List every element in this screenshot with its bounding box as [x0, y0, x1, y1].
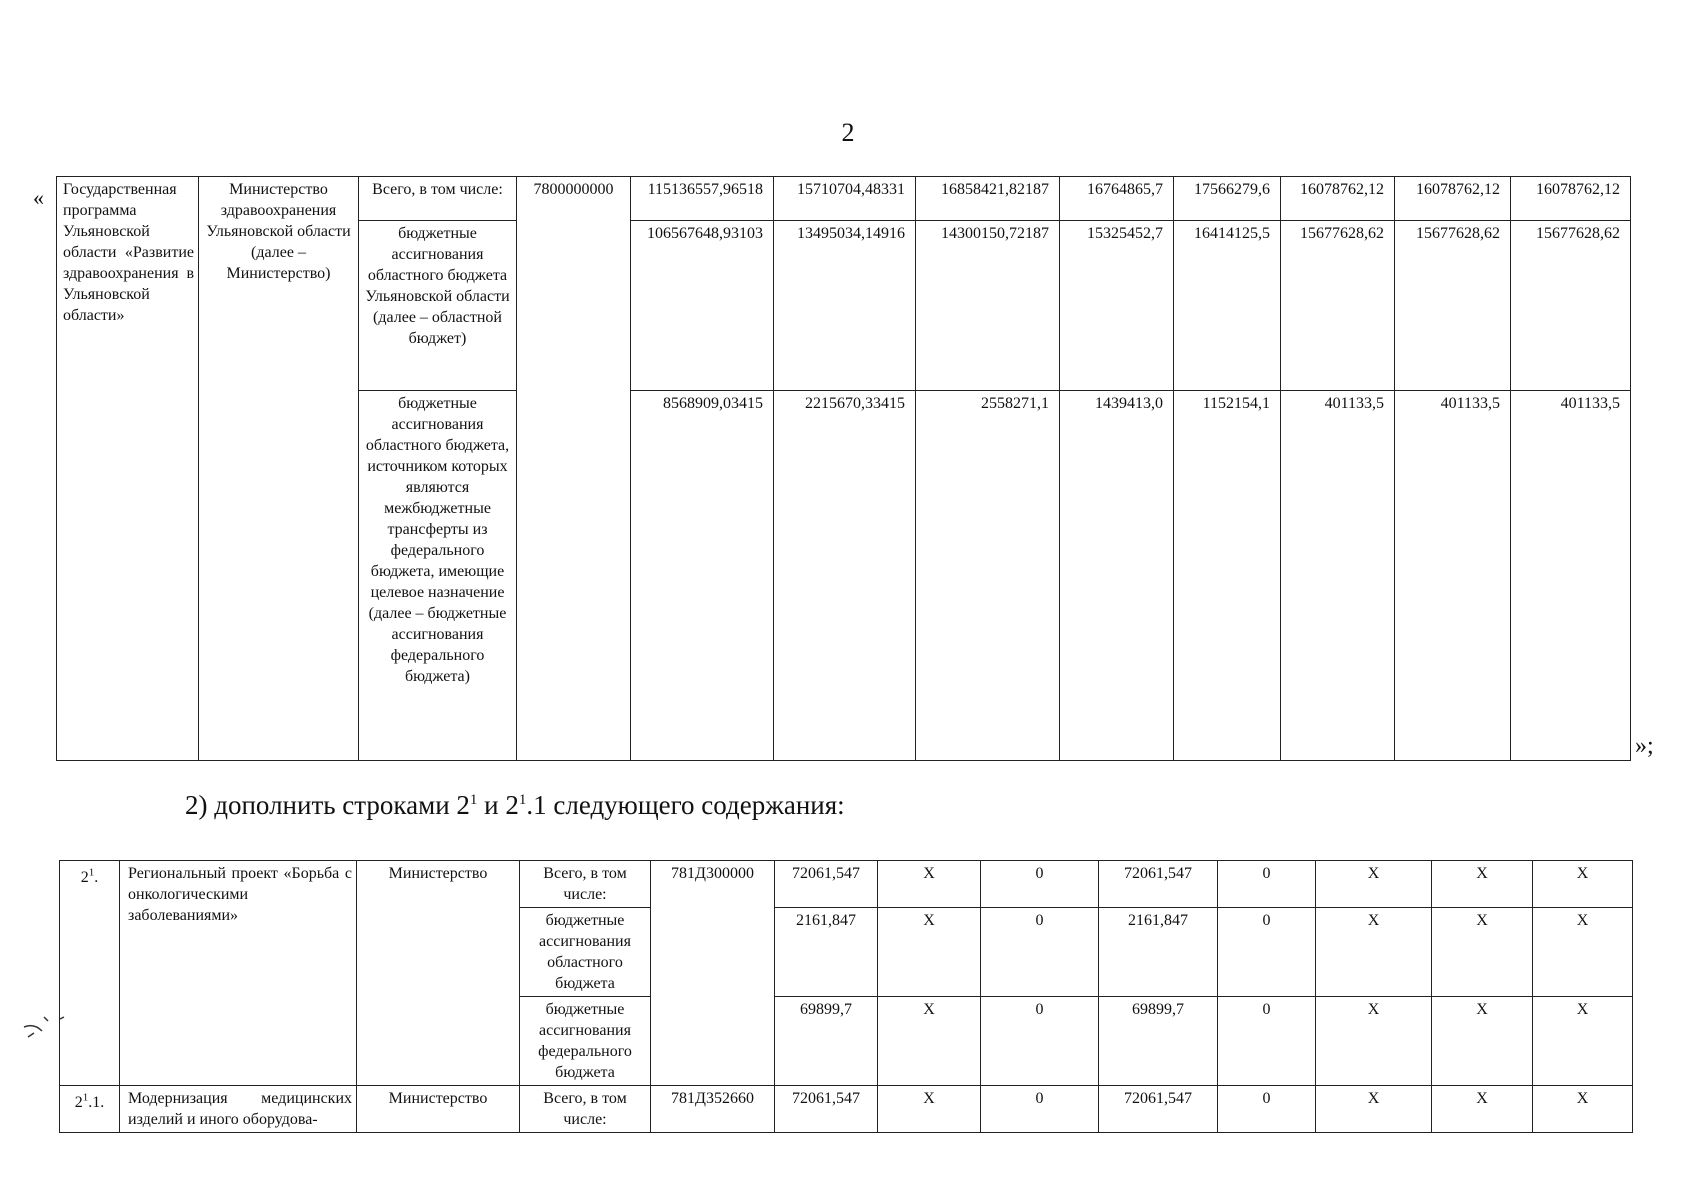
value-cell: 15325452,7	[1060, 221, 1174, 391]
value-cell: X	[878, 861, 981, 908]
source-cell	[359, 177, 517, 221]
value-cell: 16078762,12	[1281, 177, 1395, 221]
budget-code: 781Д352660	[671, 1090, 754, 1107]
program-name: Государственная программа Ульяновской области «Развитие здравоохранения в Ульяновской области»	[63, 181, 194, 324]
source-cell	[359, 391, 517, 761]
value-cell: X	[1316, 861, 1432, 908]
value-cell: X	[1316, 1086, 1432, 1133]
value-cell: X	[1316, 997, 1432, 1086]
value-cell: 72061,547	[775, 1086, 878, 1133]
value-cell: 13495034,14916	[774, 221, 916, 391]
value-cell: 2161,847	[1099, 908, 1218, 997]
value-cell: 115136557,96518	[631, 177, 774, 221]
value-cell: 16078762,12	[1511, 177, 1631, 221]
funding-source: бюджетные ассигнования областного бюджета	[539, 912, 631, 992]
program-total-row	[57, 177, 1631, 221]
value-cell: 106567648,93103	[631, 221, 774, 391]
instruction-superscript: 1	[469, 792, 478, 808]
value-cell: 0	[981, 997, 1099, 1086]
value-cell: X	[1316, 908, 1432, 997]
project-name: Региональный проект «Борьба с онкологическими заболеваниями»	[128, 865, 352, 924]
budget-code: 7800000000	[533, 181, 614, 198]
event-name-cell	[120, 1086, 357, 1133]
value-cell: 401133,5	[1395, 391, 1511, 761]
value-cell: X	[1432, 997, 1533, 1086]
funding-source: Всего, в том числе:	[543, 1090, 627, 1128]
value-cell: X	[878, 1086, 981, 1133]
source-cell	[359, 221, 517, 391]
funding-source: Всего, в том числе:	[372, 181, 503, 198]
instruction-superscript: 1	[518, 792, 527, 808]
source-cell	[520, 1086, 651, 1133]
value-cell: 69899,7	[775, 997, 878, 1086]
value-cell: 1152154,1	[1174, 391, 1281, 761]
responsible-cell	[357, 1086, 520, 1133]
code-cell	[651, 1086, 775, 1133]
value-cell: 16764865,7	[1060, 177, 1174, 221]
value-cell: 0	[981, 861, 1099, 908]
value-cell: 401133,5	[1511, 391, 1631, 761]
scan-mark-icon	[20, 1005, 80, 1045]
value-cell: X	[1432, 861, 1533, 908]
responsible-executor: Министерство	[388, 1090, 488, 1107]
value-cell: 0	[981, 1086, 1099, 1133]
value-cell: X	[1432, 908, 1533, 997]
value-cell: X	[1533, 997, 1633, 1086]
page-number: 2	[841, 118, 855, 147]
value-cell: 2215670,33415	[774, 391, 916, 761]
amendment-instruction	[185, 790, 845, 821]
value-cell: 0	[1218, 1086, 1316, 1133]
new-rows-table	[59, 860, 1633, 1133]
project-name-cell	[120, 861, 357, 1086]
value-cell: X	[1533, 908, 1633, 997]
value-cell: 2161,847	[775, 908, 878, 997]
budget-code: 781Д300000	[671, 865, 754, 882]
value-cell: 16414125,5	[1174, 221, 1281, 391]
value-cell: 1439413,0	[1060, 391, 1174, 761]
value-cell: 72061,547	[1099, 1086, 1218, 1133]
value-cell: 0	[1218, 997, 1316, 1086]
value-cell: 15677628,62	[1395, 221, 1511, 391]
program-name-cell	[57, 177, 199, 761]
row-number-cell	[60, 861, 120, 1086]
value-cell: 16858421,82187	[916, 177, 1060, 221]
responsible-executor: Министерство	[388, 865, 488, 882]
value-cell: X	[1533, 861, 1633, 908]
row-number: $2^1.1$.	[74, 1092, 105, 1112]
value-cell: 17566279,6	[1174, 177, 1281, 221]
value-cell: 0	[1218, 861, 1316, 908]
value-cell: 72061,547	[1099, 861, 1218, 908]
value-cell: X	[878, 997, 981, 1086]
value-cell: 15677628,62	[1511, 221, 1631, 391]
value-cell: 69899,7	[1099, 997, 1218, 1086]
responsible-executor: Министерство здравоохранения Ульяновской области (далее – Министерство)	[206, 181, 351, 282]
row-number: $2^1$.	[80, 867, 99, 887]
value-cell: 8568909,03415	[631, 391, 774, 761]
funding-source: Всего, в том числе:	[543, 865, 627, 903]
row-number-cell	[60, 1086, 120, 1133]
funding-source: бюджетные ассигнования федерального бюджета	[538, 1001, 632, 1081]
project-total-row	[60, 861, 1633, 908]
value-cell: 401133,5	[1281, 391, 1395, 761]
closing-quote: »;	[1635, 733, 1654, 759]
event-name: Модернизация медицинских изделий и иного оборудова-	[128, 1090, 352, 1128]
funding-source: бюджетные ассигнования областного бюджета Ульяновской области (далее – областной бюджет)	[365, 225, 510, 347]
value-cell: 0	[1218, 908, 1316, 997]
opening-quote: «	[33, 185, 44, 210]
source-cell	[520, 997, 651, 1086]
value-cell: X	[1432, 1086, 1533, 1133]
event-total-row	[60, 1086, 1633, 1133]
instruction-middle: и 2	[477, 790, 519, 820]
instruction-prefix: 2) дополнить строками 2	[185, 790, 470, 820]
funding-source: бюджетные ассигнования областного бюджета, источником которых являются межбюджетные трансферты из федерального бюджета, имеющие целевое назначение (далее – бюджетные ассигнования федерального бюджета)	[365, 395, 510, 685]
code-cell	[651, 861, 775, 1086]
value-cell: 14300150,72187	[916, 221, 1060, 391]
value-cell: 15710704,48331	[774, 177, 916, 221]
source-cell	[520, 908, 651, 997]
value-cell: 2558271,1	[916, 391, 1060, 761]
responsible-cell	[357, 861, 520, 1086]
program-table	[56, 176, 1631, 761]
value-cell: 15677628,62	[1281, 221, 1395, 391]
value-cell: X	[878, 908, 981, 997]
value-cell: 0	[981, 908, 1099, 997]
source-cell	[520, 861, 651, 908]
responsible-cell	[199, 177, 359, 761]
instruction-suffix: .1 следующего содержания:	[526, 790, 845, 820]
code-cell	[517, 177, 631, 761]
value-cell: X	[1533, 1086, 1633, 1133]
value-cell: 72061,547	[775, 861, 878, 908]
value-cell: 16078762,12	[1395, 177, 1511, 221]
